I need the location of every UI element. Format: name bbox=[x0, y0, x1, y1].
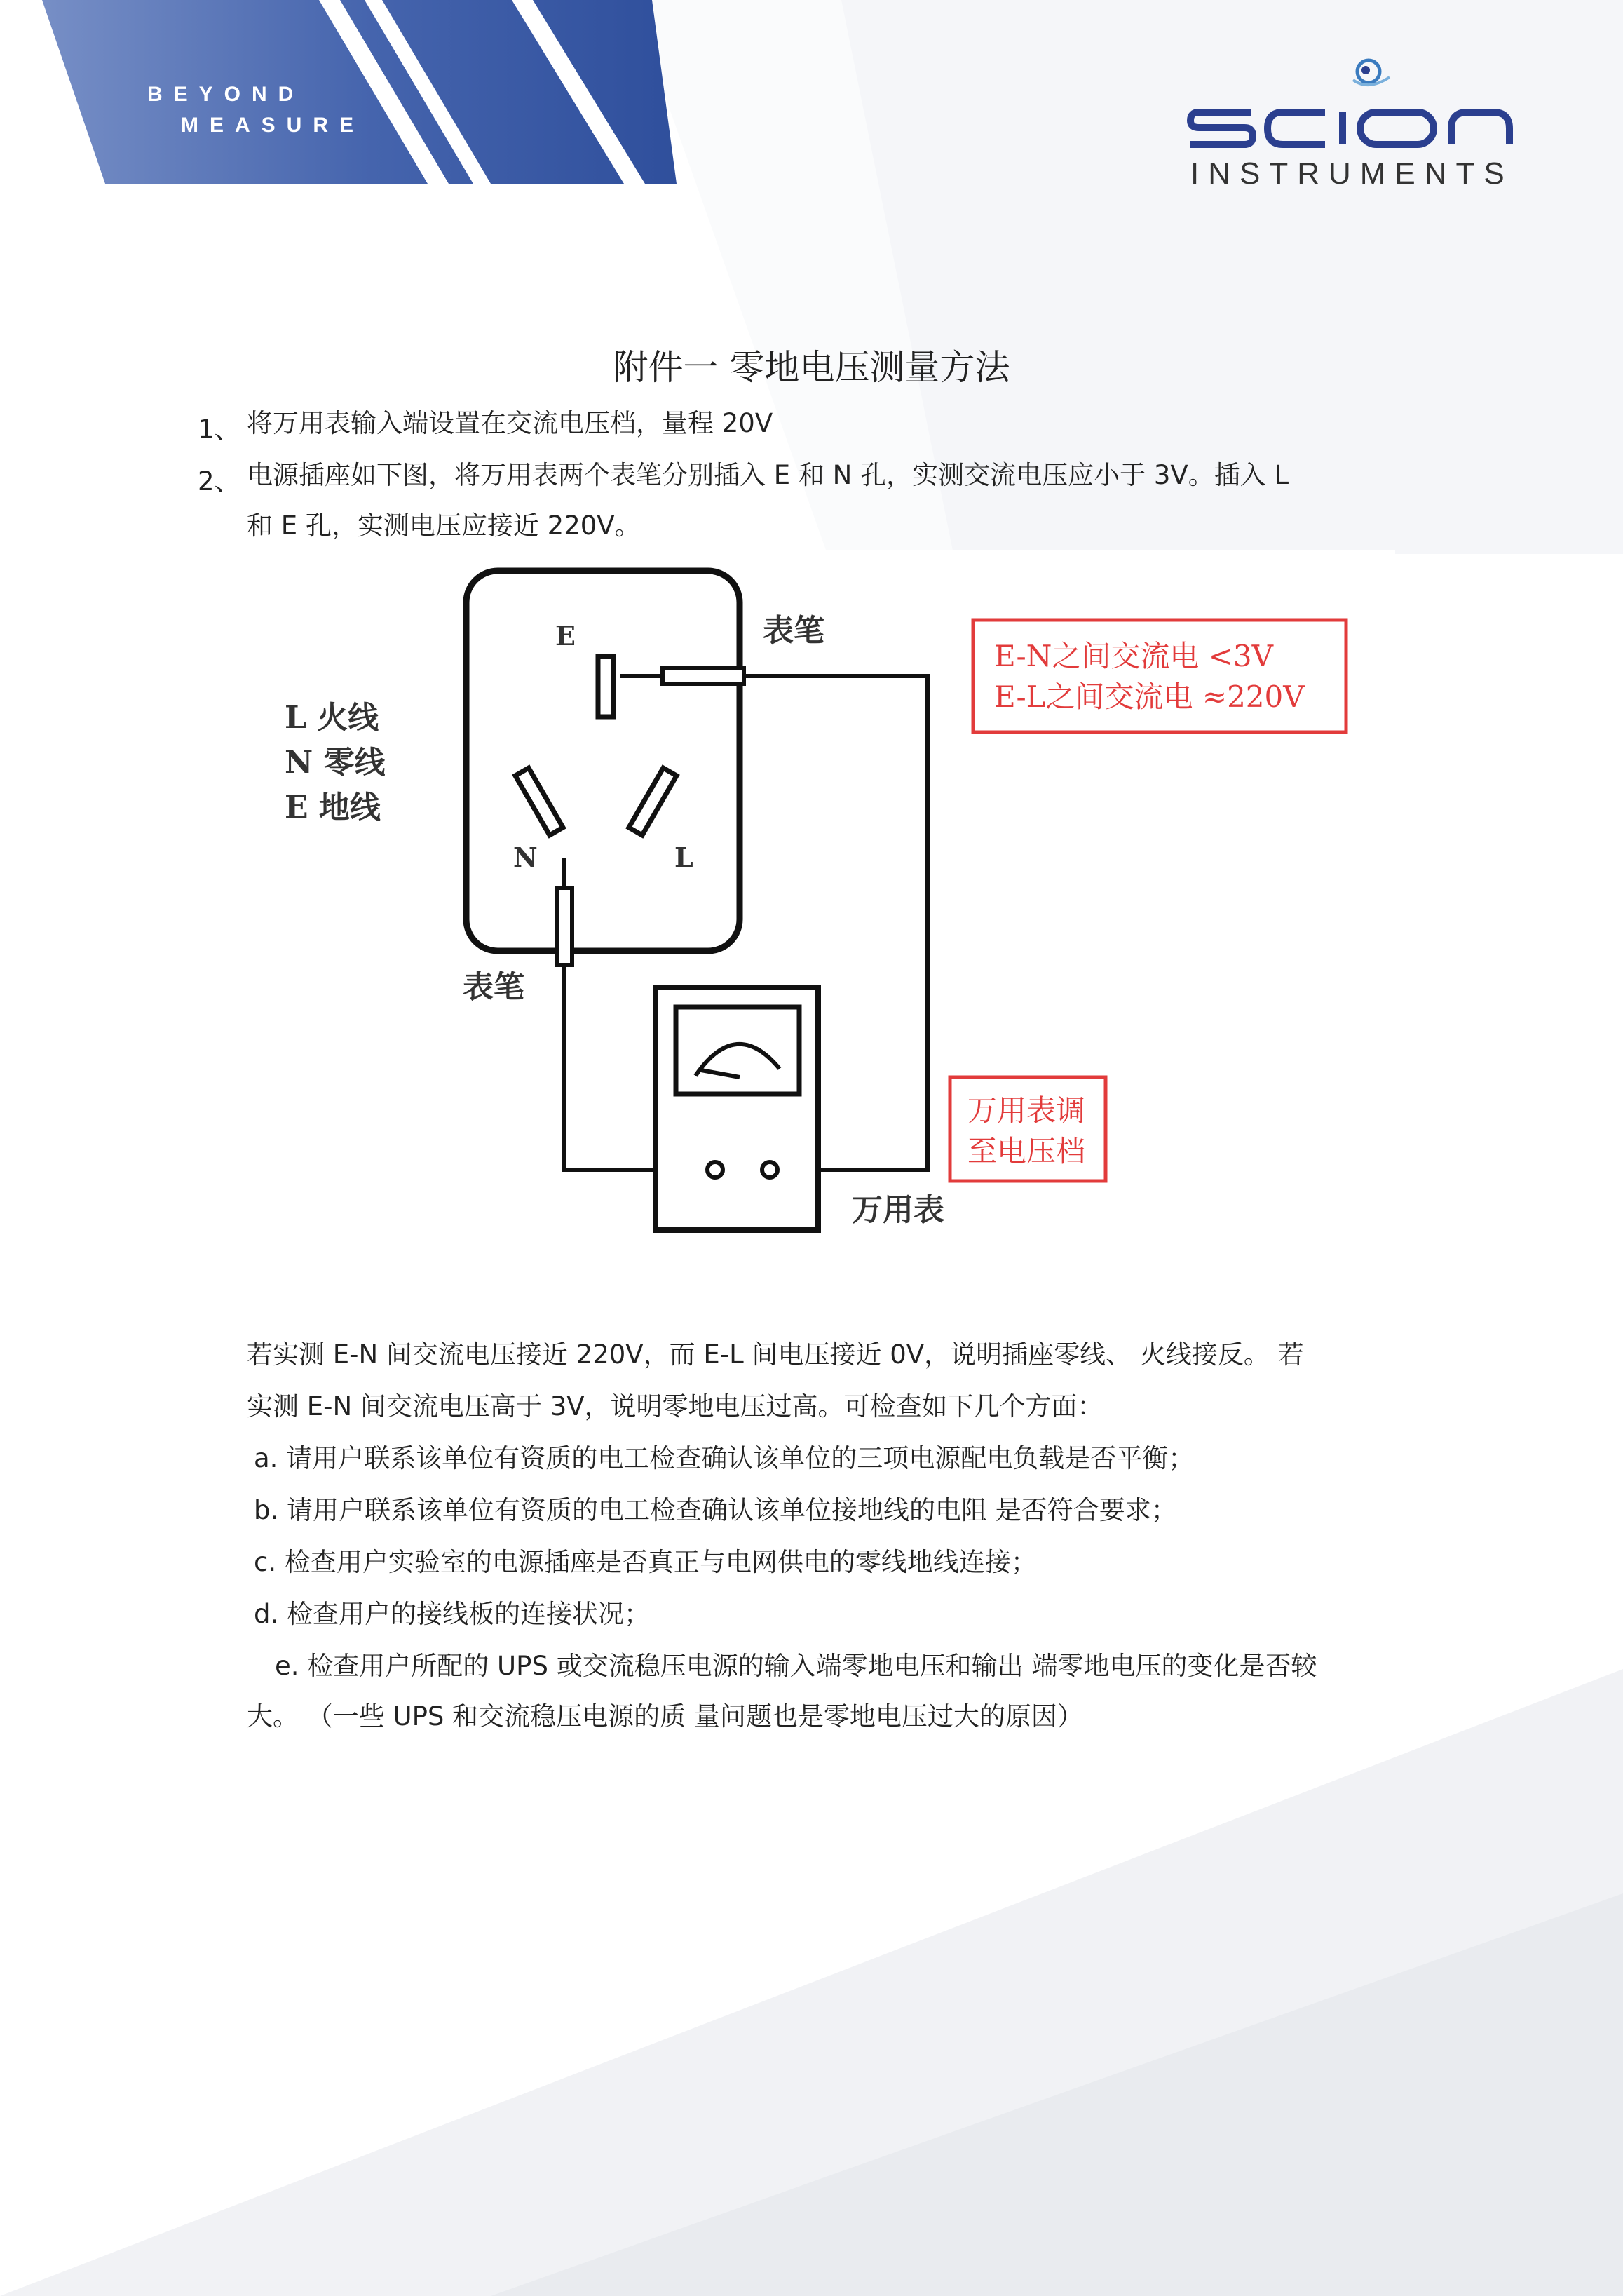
socket-label-l: L bbox=[674, 842, 693, 873]
check-item-a: a. 请用户联系该单位有资质的电工检查确认该单位的三项电源配电负载是否平衡； bbox=[254, 1443, 1195, 1473]
note-voltage-box bbox=[973, 620, 1346, 732]
step-1-text: 将万用表输入端设置在交流电压档，量程 20V bbox=[247, 408, 773, 438]
multimeter-display bbox=[676, 1007, 799, 1094]
socket-slot-e bbox=[598, 656, 613, 717]
step-1-number: 1、 bbox=[198, 414, 240, 445]
probe-bottom bbox=[557, 888, 572, 965]
step-2-text-line1: 电源插座如下图，将万用表两个表笔分别插入 E 和 N 孔，实测交流电压应小于 3V。插入 L bbox=[247, 460, 1289, 490]
check-item-c: c. 检查用户实验室的电源插座是否真正与电网供电的零线地线连接； bbox=[254, 1547, 1037, 1577]
probe-top bbox=[663, 668, 744, 684]
paragraph-line2: 实测 E-N 间交流电压高于 3V，说明零地电压过高。可检查如下几个方面： bbox=[247, 1391, 1103, 1422]
multimeter-terminal-left bbox=[707, 1162, 723, 1177]
note-meter-line1: 万用表调 bbox=[967, 1093, 1086, 1128]
scion-instruments-logo bbox=[1185, 49, 1563, 196]
step-2-number: 2、 bbox=[198, 466, 240, 497]
multimeter-terminal-right bbox=[762, 1162, 777, 1177]
legend-live: L 火线 bbox=[285, 700, 379, 736]
header-banner bbox=[0, 0, 687, 184]
note-meter-line2: 至电压档 bbox=[967, 1134, 1086, 1168]
step-2-text-line2: 和 E 孔，实测电压应接近 220V。 bbox=[247, 511, 641, 541]
socket-wiring-diagram bbox=[238, 550, 1395, 1258]
note-voltage-line2: E-L之间交流电 ≈220V bbox=[994, 680, 1305, 714]
probe-top-label: 表笔 bbox=[763, 613, 824, 649]
document-title: 附件一 零地电压测量方法 bbox=[613, 347, 1010, 388]
legend-neutral: N 零线 bbox=[285, 745, 386, 781]
socket-outline bbox=[466, 571, 740, 951]
legend-earth: E 地线 bbox=[285, 790, 381, 825]
socket-label-n: N bbox=[513, 842, 538, 873]
tagline-beyond: BEYOND bbox=[147, 83, 305, 106]
socket-slot-n bbox=[515, 768, 563, 835]
check-item-b: b. 请用户联系该单位有资质的电工检查确认该单位接地线的电阻 是否符合要求； bbox=[254, 1495, 1177, 1525]
check-item-d: d. 检查用户的接线板的连接状况； bbox=[254, 1599, 651, 1629]
multimeter-label: 万用表 bbox=[852, 1192, 944, 1228]
svg-text:INSTRUMENTS: INSTRUMENTS bbox=[1190, 156, 1514, 191]
check-item-e-line1: e. 检查用户所配的 UPS 或交流稳压电源的输入端零地电压和输出 端零地电压的变化是否较 bbox=[275, 1651, 1317, 1681]
socket-slot-l bbox=[629, 768, 677, 835]
note-voltage-line1: E-N之间交流电 <3V bbox=[994, 639, 1273, 673]
check-item-e-line2: 大。 （一些 UPS 和交流稳压电源的质 量问题也是零地电压过大的原因） bbox=[247, 1701, 1083, 1731]
paragraph-line1: 若实测 E-N 间交流电压接近 220V，而 E-L 间电压接近 0V，说明插座零线、 火线接反。 若 bbox=[247, 1339, 1304, 1370]
tagline-measure: MEASURE bbox=[181, 114, 365, 137]
socket-label-e: E bbox=[555, 620, 576, 651]
probe-bottom-label: 表笔 bbox=[463, 969, 524, 1005]
